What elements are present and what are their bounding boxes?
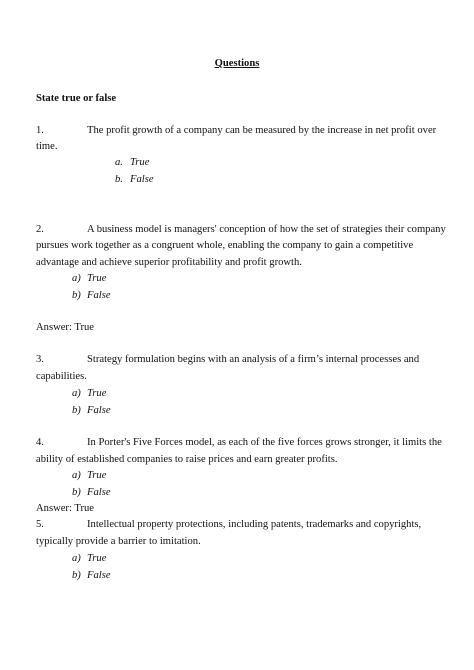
question-3-option-b[interactable]: False <box>87 405 111 416</box>
question-2-text-line3: advantage and achieve superior profitability and profit growth. <box>36 257 302 268</box>
question-4-answer: Answer: True <box>36 503 94 514</box>
question-1-option-a-letter: a. <box>115 157 123 168</box>
question-5-text-line2: typically provide a barrier to imitation. <box>36 536 201 547</box>
question-1-text-line2: time. <box>36 141 58 152</box>
question-2-text-line1: A business model is managers' conception of how the set of strategies their company <box>87 224 446 235</box>
question-5-option-b-letter: b) <box>72 570 81 581</box>
question-1-text-line1: The profit growth of a company can be measured by the increase in net profit over <box>87 125 437 136</box>
question-2-option-b[interactable]: False <box>87 290 111 301</box>
question-2-text-line2: pursues work together as a congruent whole, enabling the company to gain a competitive <box>36 240 414 251</box>
question-2-answer: Answer: True <box>36 322 94 333</box>
question-3-option-a[interactable]: True <box>87 388 107 399</box>
question-1-number: 1. <box>36 125 44 136</box>
question-3-text-line2: capabilities. <box>36 371 87 382</box>
question-4-option-b[interactable]: False <box>87 487 111 498</box>
question-5-text-line1: Intellectual property protections, including patents, trademarks and copyrights, <box>87 519 422 530</box>
question-3-number: 3. <box>36 354 44 365</box>
question-2-number: 2. <box>36 224 44 235</box>
page-title: Questions <box>214 58 260 69</box>
question-5-option-b[interactable]: False <box>87 570 111 581</box>
question-2-option-a[interactable]: True <box>87 273 107 284</box>
question-5-number: 5. <box>36 519 44 530</box>
question-4-text-line2: ability of established companies to raise prices and earn greater profits. <box>36 454 338 465</box>
section-heading: State true or false <box>36 93 117 104</box>
question-3-text-line1: Strategy formulation begins with an analysis of a firm’s internal processes and <box>87 354 420 365</box>
question-1-option-b[interactable]: False <box>130 174 154 185</box>
question-2-option-a-letter: a) <box>72 273 81 284</box>
question-4-text-line1: In Porter's Five Forces model, as each of the five forces grows stronger, it limits the <box>87 437 442 448</box>
question-3-option-b-letter: b) <box>72 405 81 416</box>
question-5-option-a[interactable]: True <box>87 553 107 564</box>
question-1-option-b-letter: b. <box>115 174 123 185</box>
question-1-option-a[interactable]: True <box>130 157 150 168</box>
question-4-option-a-letter: a) <box>72 470 81 481</box>
question-4-number: 4. <box>36 437 44 448</box>
question-4-option-b-letter: b) <box>72 487 81 498</box>
question-4-option-a[interactable]: True <box>87 470 107 481</box>
question-3-option-a-letter: a) <box>72 388 81 399</box>
question-2-option-b-letter: b) <box>72 290 81 301</box>
question-5-option-a-letter: a) <box>72 553 81 564</box>
